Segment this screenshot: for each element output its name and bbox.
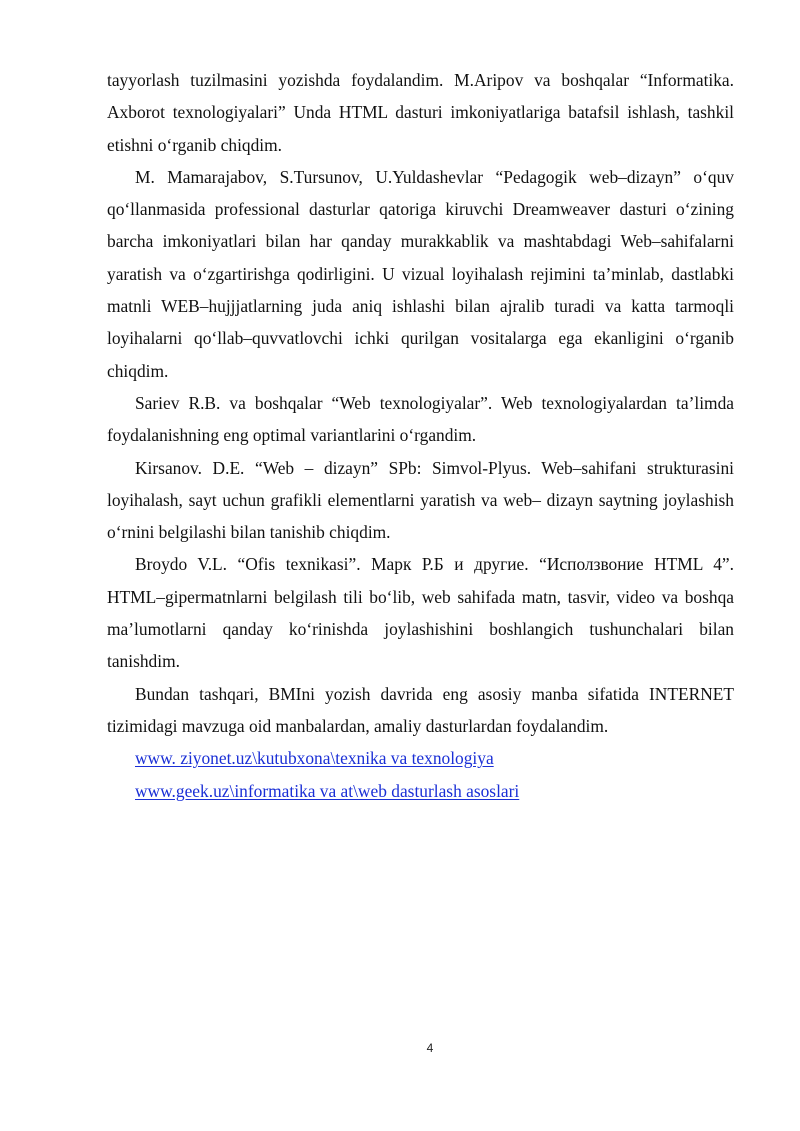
link-geek[interactable]: www.geek.uz\informatika va at\web dasturlash asoslari bbox=[135, 780, 520, 801]
paragraph-kirsanov: Kirsanov. D.E. “Web – dizayn” SPb: Simvol-Plyus. Web–sahifani strukturasini loyihalash, sayt uchun grafikli elementlarni yaratish va web– dizayn saytning joylashish o‘rnini belgilashi bilan tanishib chiqdim. bbox=[107, 457, 734, 543]
link-ziyonet[interactable]: www. ziyonet.uz\kutubxona\texnika va texnologiya bbox=[135, 748, 494, 769]
paragraph-internet-sources: Bundan tashqari, BMIni yozish davrida eng asosiy manba sifatida INTERNET tizimidagi mavzuga oid manbalardan, amaliy dasturlardan foydalandim. bbox=[107, 683, 734, 736]
page-number: 4 bbox=[426, 1041, 434, 1055]
paragraph-broydo: Broydo V.L. “Ofis texnikasi”. Марк Р.Б и другие. “Исползвоние HTML 4”. HTML–gipermatnlarni belgilash tili bo‘lib, web sahifada matn, tasvir, video va boshqa ma’lumotlarni qanday ko‘rinishda joylashishini boshlangich tushunchalari bilan tanishdim. bbox=[107, 554, 734, 672]
paragraph-aripov: tayyorlash tuzilmasini yozishda foydalandim. M.Aripov va boshqalar “Informatika. Axborot texnologiyalari” Unda HTML dasturi imkoniyatlariga batafsil ishlash, tashkil etishni o‘rganib chiqdim. bbox=[107, 70, 734, 155]
document-body bbox=[107, 64, 734, 807]
paragraph-sariev: Sariev R.B. va boshqalar “Web texnologiyalar”. Web texnologiyalardan ta’limda foydalanishning eng optimal variantlarini o‘rgandim. bbox=[107, 392, 734, 446]
paragraph-mamarajabov: M. Mamarajabov, S.Tursunov, U.Yuldashevlar “Pedagogik web–dizayn” o‘quv qo‘llanmasida professional dasturlar qatoriga kiruvchi Dreamweaver dasturi o‘zining barcha imkoniyatlari bilan har qanday murakkablik va mashtabdagi Web–sahifalarni yaratish va o‘zgartirishga qodirligini. U vizual loyihalash rejimini ta’minlab, dastlabki matnli WEB–hujjjatlarning juda aniq ishlashi bilan ajralib turadi va katta tarmoqli loyihalarni qo‘llab–quvvatlovchi ichki qurilgan vositalarga ega ekanligini o‘rganib chiqdim. bbox=[107, 166, 734, 381]
